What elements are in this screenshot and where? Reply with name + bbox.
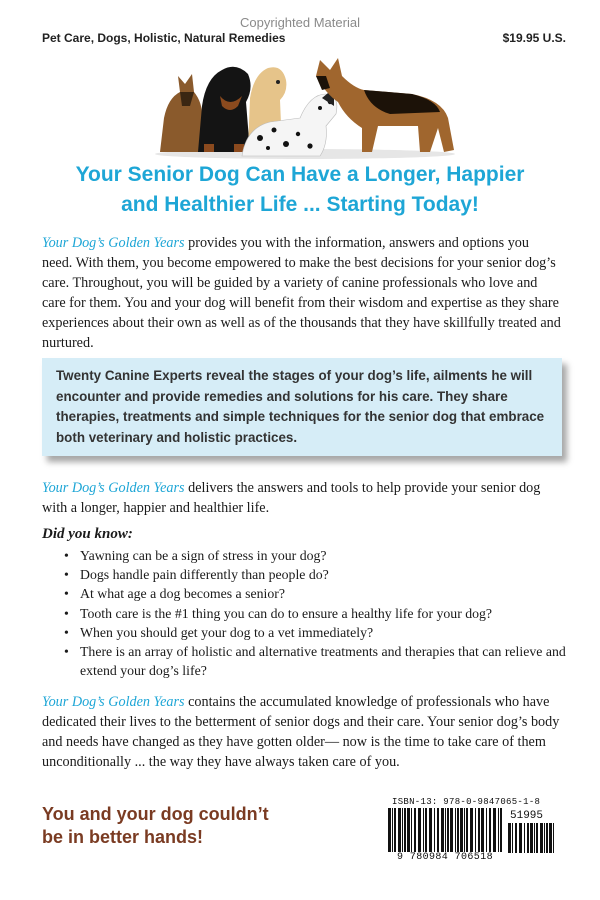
bullet-icon: • bbox=[64, 586, 69, 602]
barcode-bar bbox=[411, 808, 412, 852]
isbn-label: ISBN-13: 978-0-9847065-1-8 bbox=[392, 797, 541, 807]
did-you-know-heading: Did you know: bbox=[42, 526, 133, 542]
headline-line-1: Your Senior Dog Can Have a Longer, Happier bbox=[75, 163, 525, 186]
barcode-bar bbox=[519, 823, 522, 853]
dog-shepherd-small bbox=[160, 74, 202, 152]
answers-paragraph bbox=[42, 478, 562, 518]
barcode-bar bbox=[434, 808, 435, 852]
barcode-bar bbox=[437, 808, 439, 852]
bullet-icon: • bbox=[64, 567, 69, 583]
intro-paragraph bbox=[42, 233, 562, 353]
barcode-bar bbox=[392, 808, 393, 852]
barcode-bar bbox=[402, 808, 403, 852]
closing-text: contains the accumulated knowledge of professionals who have dedicated their lives to the betterment of senior dogs and their care. Your senior dog’s body and needs have changed as they have gotten older— now is the time to take care of them unconditionally ... the way they have always taken care of you. bbox=[42, 694, 560, 770]
book-title: Your Dog’s Golden Years bbox=[42, 235, 185, 251]
list-item: • Tooth care is the #1 thing you can do to ensure a healthy life for your dog? bbox=[64, 604, 584, 623]
price-label: $19.95 U.S. bbox=[502, 31, 566, 45]
barcode-bar bbox=[447, 808, 449, 852]
barcode-bar bbox=[512, 823, 513, 853]
price-code-label: 51995 bbox=[510, 810, 544, 822]
tagline-line-2: be in better hands! bbox=[42, 827, 204, 847]
ean-barcode bbox=[388, 808, 502, 852]
barcode-bar bbox=[418, 808, 421, 852]
barcode-bar bbox=[515, 823, 517, 853]
dog-rottweiler bbox=[198, 67, 251, 152]
barcode-bar bbox=[500, 808, 502, 852]
barcode-bar bbox=[460, 808, 463, 852]
tagline-line-1: You and your dog couldn’t bbox=[42, 804, 269, 824]
book-title: Your Dog’s Golden Years bbox=[42, 694, 185, 710]
barcode-bar bbox=[388, 808, 391, 852]
barcode-bar bbox=[478, 808, 480, 852]
barcode-bar bbox=[508, 823, 511, 853]
barcode-bar bbox=[540, 823, 543, 853]
barcode-bar bbox=[423, 808, 424, 852]
bullet-icon: • bbox=[64, 624, 69, 640]
category-line: Pet Care, Dogs, Holistic, Natural Remedies bbox=[42, 31, 286, 45]
barcode-bar bbox=[498, 808, 499, 852]
book-title: Your Dog’s Golden Years bbox=[42, 480, 185, 496]
closing-tagline bbox=[42, 803, 362, 849]
barcode-bar bbox=[398, 808, 401, 852]
barcode-bar bbox=[470, 808, 473, 852]
did-you-know-list bbox=[64, 546, 584, 680]
headline-line-2: and Healthier Life ... Starting Today! bbox=[121, 193, 479, 216]
barcode-bar bbox=[475, 808, 476, 852]
watermark-top: Copyrighted Material bbox=[240, 15, 360, 30]
barcode-bar bbox=[450, 808, 453, 852]
barcode-bar bbox=[536, 823, 538, 853]
list-item: • At what age a dog becomes a senior? bbox=[64, 584, 584, 603]
barcode-bar bbox=[546, 823, 548, 853]
bullet-icon: • bbox=[64, 605, 69, 621]
barcode-bar bbox=[457, 808, 459, 852]
barcode-bar bbox=[544, 823, 545, 853]
price-addon-barcode bbox=[508, 823, 556, 853]
barcode-bar bbox=[464, 808, 465, 852]
barcode-bar bbox=[524, 823, 525, 853]
list-item: • There is an array of holistic and alternative treatments and therapies that can relieve and extend your dog’s life? bbox=[64, 644, 566, 679]
barcode-bar bbox=[486, 808, 487, 852]
barcode-bar bbox=[553, 823, 554, 853]
answers-text: delivers the answers and tools to help provide your senior dog with a longer, happier and healthier life. bbox=[42, 480, 541, 516]
barcode-bar bbox=[407, 808, 410, 852]
bullet-icon: • bbox=[64, 644, 69, 660]
barcode-bar bbox=[441, 808, 444, 852]
ean-digits: 9 780984 706518 bbox=[397, 852, 494, 863]
dogs-photo bbox=[150, 48, 460, 160]
barcode-bar bbox=[481, 808, 484, 852]
barcode-bar bbox=[549, 823, 552, 853]
barcode-bar bbox=[455, 808, 456, 852]
barcode-bar bbox=[489, 808, 491, 852]
barcode-bar bbox=[404, 808, 406, 852]
experts-callout: Twenty Canine Experts reveal the stages of your dog’s life, ailments he will encounter and provide remedies and solutions for his care. They share therapies, treatments and simple techniques for the senior dog that embrace both veterinary and holistic practices. bbox=[42, 358, 562, 456]
list-item: • Yawning can be a sign of stress in your dog? bbox=[64, 546, 584, 565]
bullet-icon: • bbox=[64, 548, 69, 563]
barcode-bar bbox=[394, 808, 396, 852]
barcode-bar bbox=[445, 808, 446, 852]
barcode-bar bbox=[527, 823, 529, 853]
intro-text: provides you with the information, answers and options you need. With them, you become empowered to make the best decisions for your senior dog’s care. Throughout, you will be guided by a variety of canine professionals who love and care for them. You and your dog will benefit from their wisdom and expertise as they share experiences about their own as well as of the thousands that they have skillfully treated and nurtured. bbox=[42, 235, 561, 351]
barcode-bar bbox=[429, 808, 432, 852]
barcode-bar bbox=[414, 808, 416, 852]
headline bbox=[20, 160, 580, 220]
barcode-bar bbox=[530, 823, 533, 853]
barcode-bar bbox=[425, 808, 427, 852]
barcode-bar bbox=[466, 808, 468, 852]
closing-paragraph bbox=[42, 692, 562, 772]
barcode-bar bbox=[534, 823, 535, 853]
list-item: • Dogs handle pain differently than people do? bbox=[64, 565, 584, 584]
barcode-bar bbox=[493, 808, 496, 852]
list-item: • When you should get your dog to a vet immediately? bbox=[64, 623, 584, 642]
